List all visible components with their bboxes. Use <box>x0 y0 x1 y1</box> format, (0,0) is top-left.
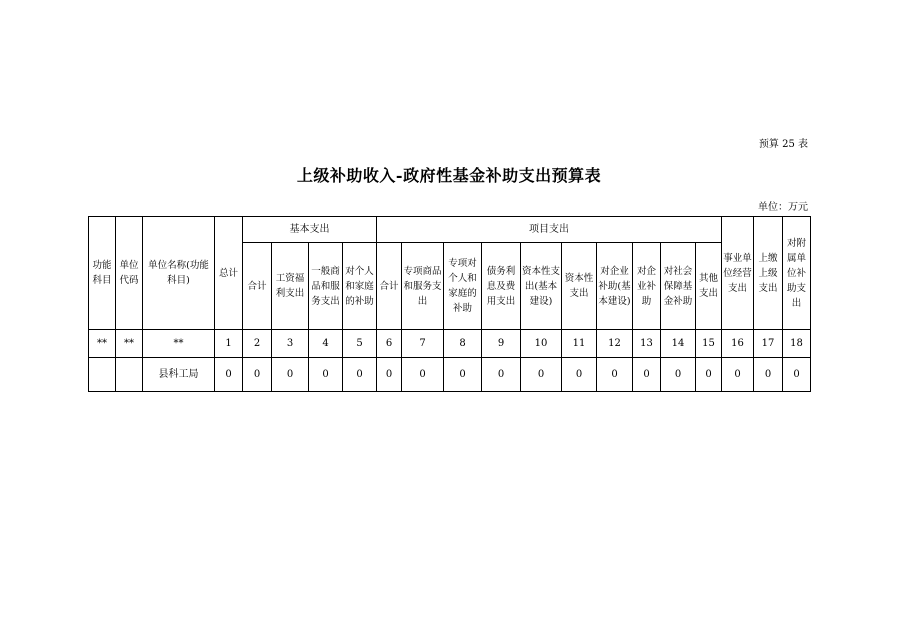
header-unit-name: 单位名称(功能科目) <box>143 217 215 330</box>
index-cell: 17 <box>754 330 783 358</box>
cell-value: 0 <box>633 358 661 392</box>
index-cell: 4 <box>309 330 343 358</box>
header-project-capital: 资本性支出 <box>562 243 597 330</box>
index-cell: 5 <box>343 330 377 358</box>
index-cell: 2 <box>243 330 272 358</box>
header-basic-group: 基本支出 <box>243 217 377 243</box>
cell-value: 0 <box>377 358 402 392</box>
cell-value: 0 <box>661 358 696 392</box>
page-title: 上级补助收入-政府性基金补助支出预算表 <box>296 166 602 185</box>
table-row <box>89 358 811 392</box>
index-cell: 18 <box>783 330 811 358</box>
header-func-subject: 功能科目 <box>89 217 116 330</box>
cell-func-subject <box>89 358 116 392</box>
cell-total: 0 <box>215 358 243 392</box>
header-project-other: 其他支出 <box>696 243 722 330</box>
index-cell: ** <box>116 330 143 358</box>
index-cell: 16 <box>722 330 754 358</box>
index-cell: 8 <box>444 330 482 358</box>
index-cell: ** <box>143 330 215 358</box>
cell-unit-code <box>116 358 143 392</box>
header-project-group: 项目支出 <box>377 217 722 243</box>
cell-value: 0 <box>754 358 783 392</box>
cell-value: 0 <box>783 358 811 392</box>
header-basic-total: 合计 <box>243 243 272 330</box>
cell-value: 0 <box>272 358 309 392</box>
index-cell: 12 <box>597 330 633 358</box>
header-basic-goods: 一般商品和服务支出 <box>309 243 343 330</box>
header-project-enterprise: 对企业补助 <box>633 243 661 330</box>
cell-value: 0 <box>343 358 377 392</box>
cell-value: 0 <box>597 358 633 392</box>
cell-value: 0 <box>521 358 562 392</box>
cell-value: 0 <box>243 358 272 392</box>
unit-label: 单位：万元 <box>758 202 808 213</box>
index-row <box>89 330 811 358</box>
header-project-social-security: 对社会保障基金补助 <box>661 243 696 330</box>
index-cell: ** <box>89 330 116 358</box>
index-cell: 13 <box>633 330 661 358</box>
cell-value: 0 <box>482 358 521 392</box>
header-row-1 <box>89 217 811 243</box>
index-cell: 9 <box>482 330 521 358</box>
header-project-family: 专项对个人和家庭的补助 <box>444 243 482 330</box>
index-cell: 15 <box>696 330 722 358</box>
budget-table <box>88 216 811 392</box>
cell-value: 0 <box>402 358 444 392</box>
cell-value: 0 <box>309 358 343 392</box>
cell-value: 0 <box>444 358 482 392</box>
index-cell: 1 <box>215 330 243 358</box>
header-project-capital-construction: 资本性支出(基本建设) <box>521 243 562 330</box>
header-basic-salary: 工资福利支出 <box>272 243 309 330</box>
form-number: 预算 25 表 <box>758 139 808 150</box>
header-project-debt: 债务利息及费用支出 <box>482 243 521 330</box>
cell-value: 0 <box>696 358 722 392</box>
header-project-total: 合计 <box>377 243 402 330</box>
cell-value: 0 <box>562 358 597 392</box>
index-cell: 10 <box>521 330 562 358</box>
cell-unit-name: 县科工局 <box>143 358 215 392</box>
header-affiliated: 对附属单位补助支出 <box>783 217 811 330</box>
header-total: 总计 <box>215 217 243 330</box>
header-business: 事业单位经营支出 <box>722 217 754 330</box>
header-upper: 上缴上级支出 <box>754 217 783 330</box>
header-project-enterprise-construction: 对企业补助(基本建设) <box>597 243 633 330</box>
index-cell: 6 <box>377 330 402 358</box>
header-unit-code: 单位代码 <box>116 217 143 330</box>
header-project-goods: 专项商品和服务支出 <box>402 243 444 330</box>
index-cell: 11 <box>562 330 597 358</box>
index-cell: 3 <box>272 330 309 358</box>
index-cell: 7 <box>402 330 444 358</box>
cell-value: 0 <box>722 358 754 392</box>
index-cell: 14 <box>661 330 696 358</box>
header-basic-family: 对个人和家庭的补助 <box>343 243 377 330</box>
